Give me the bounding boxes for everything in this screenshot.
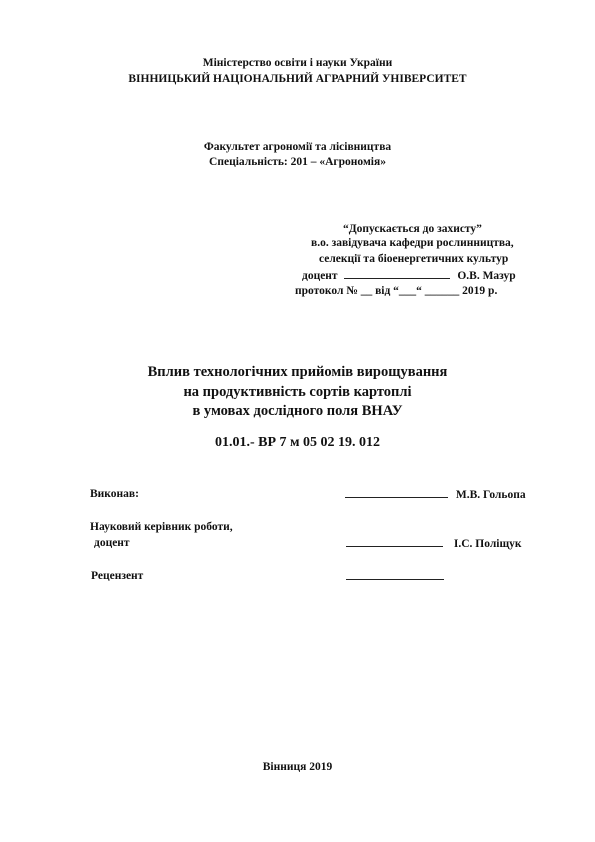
executor-name: М.В. Гольопа: [455, 489, 526, 501]
work-code: 01.01.- ВР 7 м 05 02 19. 012: [214, 435, 381, 450]
approval-signature-line: [302, 268, 516, 283]
work-title-line-1: Вплив технологічних прийомів вирощування: [147, 364, 448, 380]
supervisor-label: Науковий керівник роботи,: [90, 521, 233, 533]
approval-name: О.В. Мазур: [457, 270, 516, 282]
reviewer-signature: [346, 569, 444, 584]
supervisor-signature-blank: [346, 536, 443, 547]
executor-signature: [345, 487, 526, 502]
faculty-name: Факультет агрономії та лісівництва: [203, 141, 392, 153]
supervisor-name: І.С. Поліщук: [453, 538, 522, 550]
executor-label: Виконав:: [90, 488, 139, 500]
university-name: ВІННИЦЬКИЙ НАЦІОНАЛЬНИЙ АГРАРНИЙ УНІВЕРСИТЕТ: [128, 73, 467, 85]
reviewer-label: Рецензент: [91, 570, 144, 582]
work-title-line-3: в умовах дослідного поля ВНАУ: [192, 403, 403, 419]
approval-department: селекції та біоенергетичних культур: [319, 253, 509, 265]
executor-signature-blank: [345, 487, 448, 498]
ministry-line: Міністерство освіти і науки України: [202, 57, 393, 69]
protocol-line: протокол № __ від “___“ ______ 2019 р.: [295, 285, 498, 297]
supervisor-position: доцент: [94, 537, 130, 549]
city-year: Вінниця 2019: [262, 761, 333, 773]
approval-position-prefix: доцент: [302, 270, 338, 282]
supervisor-signature: [346, 536, 522, 551]
work-title-line-2: на продуктивність сортів картоплі: [183, 384, 412, 400]
reviewer-signature-blank: [346, 569, 444, 580]
approval-heading: “Допускається до захисту”: [343, 223, 482, 235]
approval-position: в.о. завідувача кафедри рослинництва,: [311, 237, 514, 249]
specialty-line: Спеціальність: 201 – «Агрономія»: [209, 156, 386, 168]
signature-blank: [344, 268, 450, 279]
